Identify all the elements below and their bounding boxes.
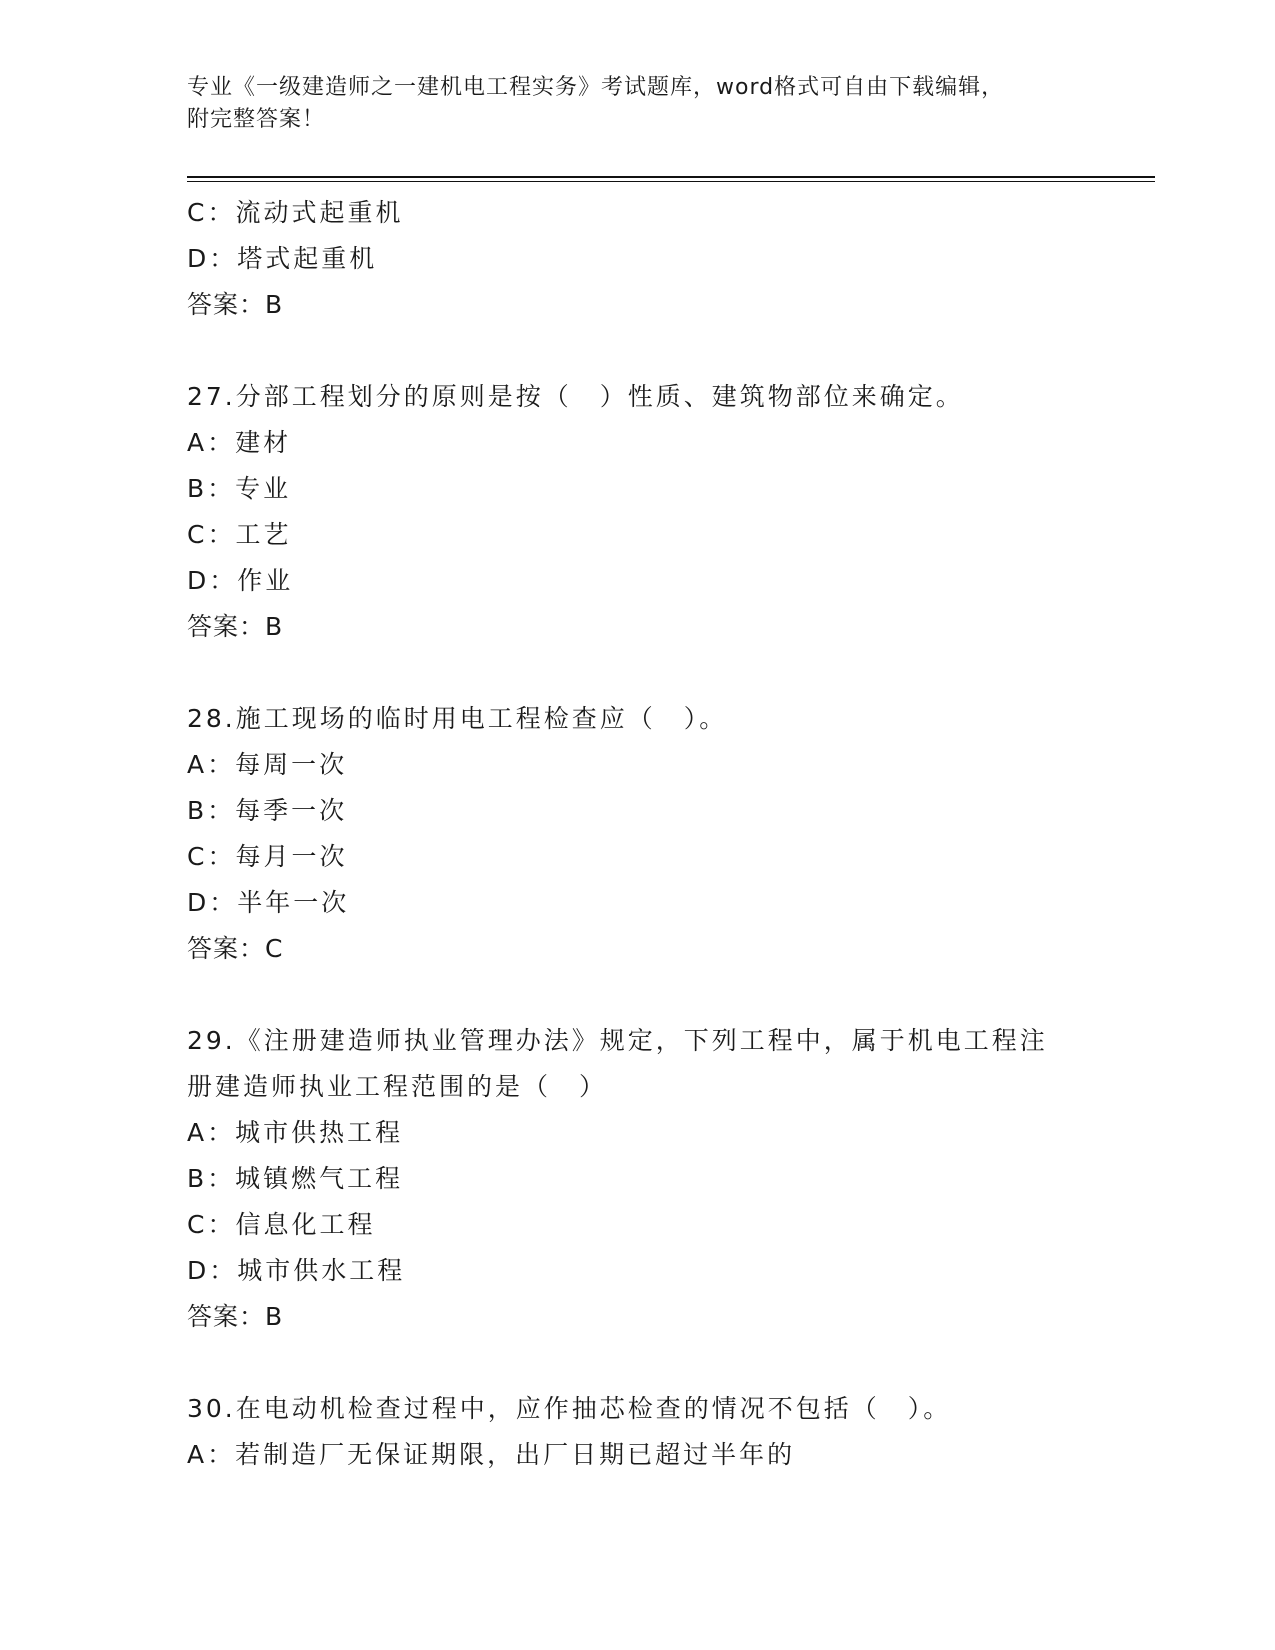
- option-text: 作业: [237, 566, 294, 595]
- option-text: 每季一次: [235, 796, 348, 825]
- option-label: D：: [187, 566, 238, 595]
- option-text: 每周一次: [235, 750, 348, 779]
- option-label: B：: [187, 1164, 236, 1193]
- question-27: [187, 374, 1087, 650]
- option-label: C：: [187, 198, 236, 227]
- question-stem: 《注册建造师执业管理办法》规定，下列工程中，属于机电工程注: [235, 1026, 1048, 1055]
- option-d: [187, 1248, 1087, 1294]
- option-text: 若制造厂无保证期限，出厂日期已超过半年的: [235, 1440, 796, 1469]
- option-c: [187, 834, 1087, 880]
- header-rule-thin: [187, 181, 1155, 182]
- option-c: [187, 190, 1087, 236]
- option-text: 半年一次: [237, 888, 350, 917]
- option-d: [187, 558, 1087, 604]
- question-number: 27.: [187, 382, 236, 411]
- question-29: [187, 1018, 1087, 1340]
- option-text: 每月一次: [235, 842, 348, 871]
- option-c: [187, 512, 1087, 558]
- question-28: [187, 696, 1087, 972]
- question-text: [187, 374, 1087, 420]
- option-text: 工艺: [235, 520, 292, 549]
- question-stem: 分部工程划分的原则是按（ ）性质、建筑物部位来确定。: [235, 382, 964, 411]
- option-label: B：: [187, 474, 236, 503]
- option-a: [187, 1432, 1087, 1478]
- question-stem: 施工现场的临时用电工程检查应（ ）。: [235, 704, 728, 733]
- question-text: [187, 1386, 1087, 1432]
- option-a: [187, 420, 1087, 466]
- option-text: 塔式起重机: [237, 244, 378, 273]
- question-30: [187, 1386, 1087, 1478]
- answer-line: 答案：B: [187, 1302, 284, 1331]
- option-label: D：: [187, 1256, 238, 1285]
- option-label: C：: [187, 1210, 236, 1239]
- question-stem: 在电动机检查过程中，应作抽芯检查的情况不包括（ ）。: [235, 1394, 952, 1423]
- option-text: 流动式起重机: [235, 198, 404, 227]
- option-text: 城镇燃气工程: [235, 1164, 404, 1193]
- question-content: [187, 190, 1087, 1478]
- option-d: [187, 880, 1087, 926]
- option-text: 城市供水工程: [237, 1256, 406, 1285]
- option-label: C：: [187, 842, 236, 871]
- option-label: A：: [187, 750, 236, 779]
- option-text: 信息化工程: [235, 1210, 376, 1239]
- option-b: [187, 466, 1087, 512]
- answer-line: 答案：B: [187, 612, 284, 641]
- option-text: 城市供热工程: [235, 1118, 404, 1147]
- header-rule-thick: [187, 176, 1155, 178]
- question-number: 29.: [187, 1026, 236, 1055]
- option-text: 专业: [235, 474, 292, 503]
- option-label: A：: [187, 428, 236, 457]
- answer-line: 答案：B: [187, 290, 284, 319]
- option-label: D：: [187, 244, 238, 273]
- option-label: A：: [187, 1118, 236, 1147]
- option-d: [187, 236, 1087, 282]
- header-line-2: 附完整答案！: [187, 107, 326, 132]
- option-a: [187, 1110, 1087, 1156]
- question-text: [187, 696, 1087, 742]
- question-number: 30.: [187, 1394, 236, 1423]
- spacer: [187, 1340, 1087, 1386]
- header-line-1: 专业《一级建造师之一建机电工程实务》考试题库，word格式可自由下载编辑，: [187, 75, 1005, 100]
- spacer: [187, 650, 1087, 696]
- option-b: [187, 1156, 1087, 1202]
- option-text: 建材: [235, 428, 292, 457]
- question-number: 28.: [187, 704, 236, 733]
- answer-line: 答案：C: [187, 934, 284, 963]
- question-fragment: [187, 190, 1087, 328]
- document-header: [187, 72, 1087, 136]
- option-label: B：: [187, 796, 236, 825]
- question-text-line-2: 册建造师执业工程范围的是（ ）: [187, 1072, 608, 1101]
- option-label: D：: [187, 888, 238, 917]
- option-a: [187, 742, 1087, 788]
- spacer: [187, 328, 1087, 374]
- option-label: C：: [187, 520, 236, 549]
- option-label: A：: [187, 1440, 236, 1469]
- question-text-line-1: [187, 1018, 1087, 1064]
- spacer: [187, 972, 1087, 1018]
- option-b: [187, 788, 1087, 834]
- option-c: [187, 1202, 1087, 1248]
